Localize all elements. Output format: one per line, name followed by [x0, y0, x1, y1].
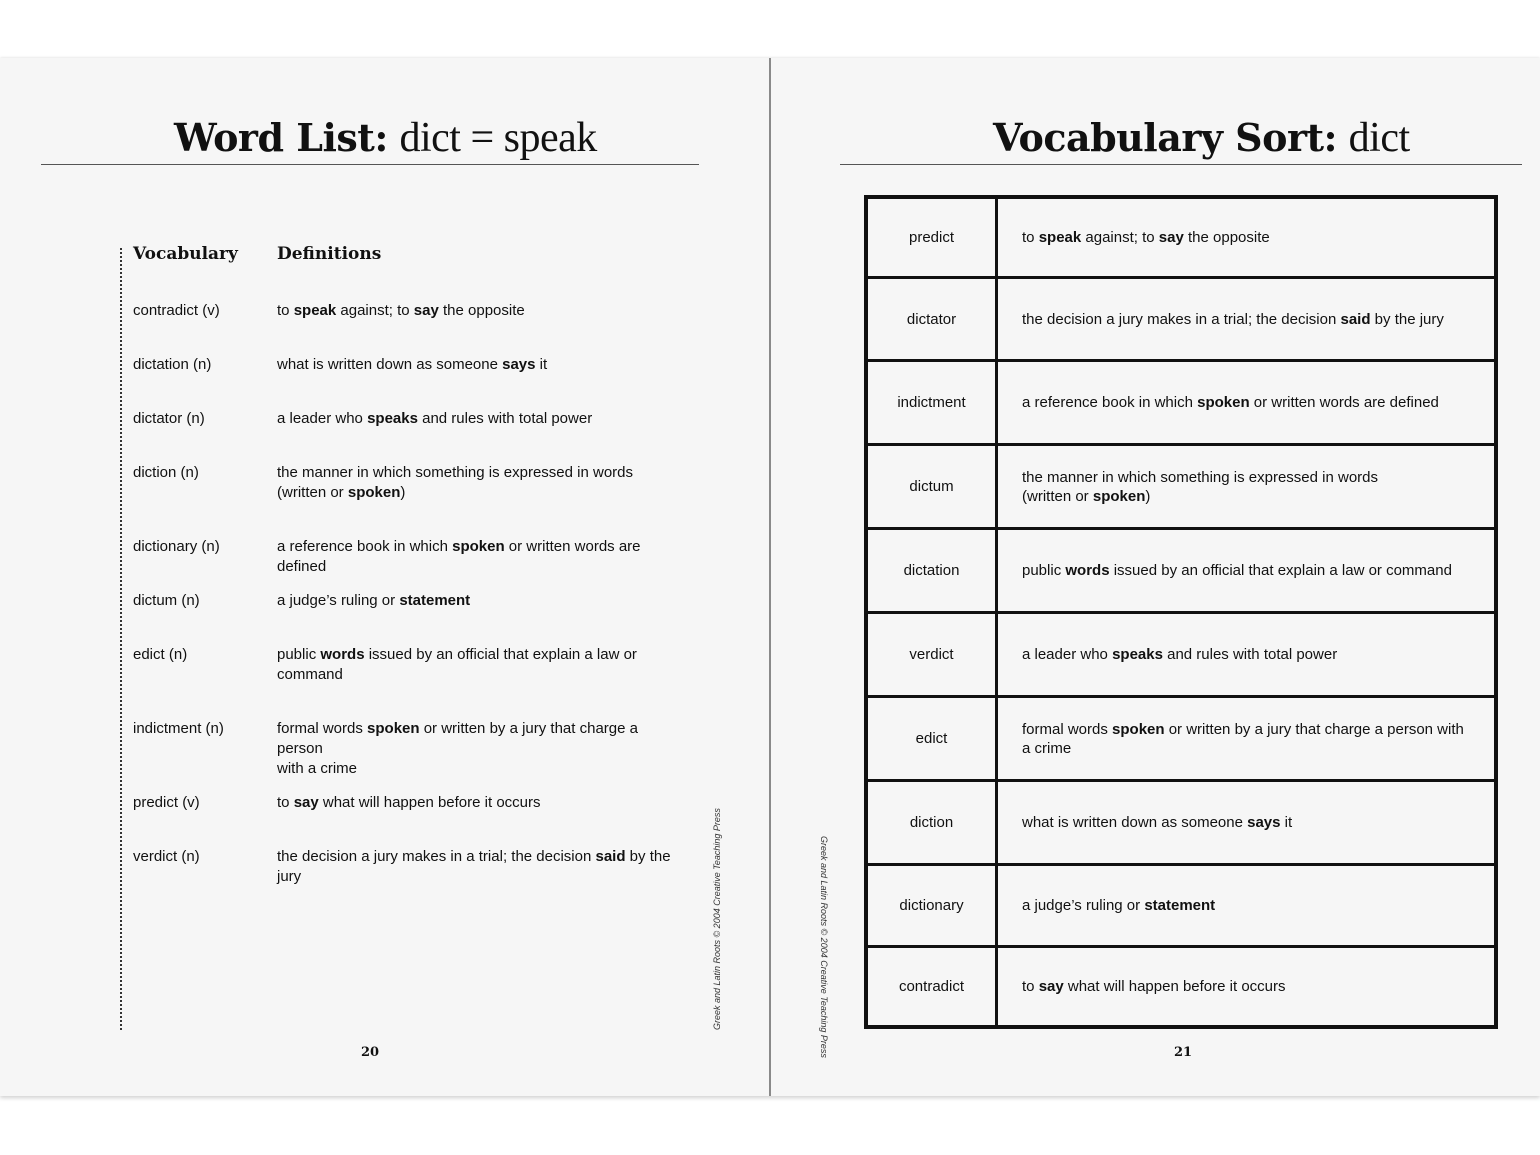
vocabulary-word: dictum	[909, 478, 954, 495]
right-page	[771, 58, 1540, 1096]
vocabulary-word: indictment	[897, 394, 966, 411]
vocabulary-word: edict	[915, 730, 948, 747]
sort-word-cell	[868, 866, 998, 945]
title-bold: Vocabulary Sort:	[993, 115, 1338, 160]
vocabulary-word: contradict	[898, 978, 965, 995]
vocabulary-word: diction	[909, 814, 954, 831]
book-spread	[0, 58, 1540, 1096]
definition: the decision a jury makes in a trial; the decision said by the jury	[277, 848, 671, 885]
emphasized-word: said	[1340, 310, 1371, 328]
vocabulary-header: Vocabulary	[133, 244, 238, 264]
definition: a leader who speaks and rules with total power	[1022, 646, 1338, 663]
sort-definition-cell	[998, 698, 1494, 779]
definition: formal words spoken or written by a jury that charge a person with a crime	[277, 720, 638, 777]
vocabulary-word: dictator	[906, 310, 957, 328]
emphasized-word: spoken	[367, 720, 420, 737]
sort-table-row	[868, 782, 1494, 866]
definition: a reference book in which spoken or written words are defined	[1022, 394, 1439, 411]
vocabulary-word: indictment (n)	[133, 720, 224, 737]
vocabulary-word: dictum (n)	[133, 592, 200, 609]
definition: the decision a jury makes in a trial; the decision said by the jury	[1022, 310, 1444, 328]
page-number: 20	[361, 1045, 380, 1060]
sort-word-cell	[868, 948, 998, 1025]
sort-table-row	[868, 698, 1494, 782]
emphasized-word: says	[1247, 814, 1281, 831]
definition: to speak against; to say the opposite	[277, 302, 525, 319]
sort-word-cell	[868, 782, 998, 863]
sort-word-cell	[868, 362, 998, 443]
emphasized-word: say	[1158, 229, 1184, 246]
sort-word-cell	[868, 279, 998, 359]
page-title	[993, 114, 1410, 162]
vocabulary-word: dictionary (n)	[133, 538, 220, 555]
sort-definition-cell	[998, 948, 1494, 1025]
sort-definition-cell	[998, 782, 1494, 863]
definition: to speak against; to say the opposite	[1022, 229, 1270, 246]
emphasized-word: speaks	[367, 410, 418, 427]
sort-word-cell	[868, 530, 998, 611]
copyright-credit: Greek and Latin Roots © 2004 Creative Teaching Press	[712, 808, 722, 1030]
emphasized-word: words	[320, 646, 365, 663]
definition: what is written down as someone says it	[277, 356, 548, 373]
dotted-margin-line	[120, 248, 122, 1030]
definition: a judge’s ruling or statement	[277, 592, 471, 609]
emphasized-word: speak	[293, 302, 337, 319]
emphasized-word: said	[595, 848, 626, 865]
vocabulary-word: edict (n)	[133, 646, 188, 663]
sort-definition-cell	[998, 279, 1494, 359]
sort-definition-cell	[998, 199, 1494, 276]
vocabulary-word: dictation (n)	[133, 356, 212, 373]
vocabulary-word: dictator (n)	[133, 410, 205, 427]
definition: public words issued by an official that explain a law or command	[277, 646, 637, 683]
emphasized-word: say	[1038, 978, 1064, 995]
vocabulary-word: verdict	[909, 646, 954, 663]
definition: what is written down as someone says it	[1022, 814, 1293, 831]
vocabulary-word: dictionary	[899, 897, 964, 914]
emphasized-word: speak	[1038, 229, 1082, 246]
page-number: 21	[1174, 1045, 1193, 1060]
vocabulary-word: dictation	[903, 562, 960, 579]
definition: to say what will happen before it occurs	[1022, 978, 1286, 995]
sort-table-row	[868, 866, 1494, 948]
sort-table-row	[868, 362, 1494, 446]
definition: a leader who speaks and rules with total power	[277, 410, 593, 427]
emphasized-word: say	[293, 794, 319, 811]
definitions-header: Definitions	[277, 244, 382, 264]
sort-table-row	[868, 279, 1494, 362]
sort-word-cell	[868, 446, 998, 527]
definition: formal words spoken or written by a jury that charge a person with a crime	[1022, 720, 1464, 757]
sort-definition-cell	[998, 614, 1494, 695]
sort-table-row	[868, 199, 1494, 279]
vocabulary-word: diction (n)	[133, 464, 199, 481]
sort-word-cell	[868, 698, 998, 779]
emphasized-word: says	[502, 356, 536, 373]
sort-table-row	[868, 530, 1494, 614]
definition: to say what will happen before it occurs	[277, 794, 541, 811]
definition: the manner in which something is expressed in words (written or spoken)	[1022, 468, 1379, 505]
copyright-credit: Greek and Latin Roots © 2004 Creative Teaching Press	[819, 836, 829, 1058]
sort-table-row	[868, 614, 1494, 698]
emphasized-word: words	[1065, 562, 1110, 579]
emphasized-word: spoken	[1092, 487, 1146, 505]
emphasized-word: spoken	[1197, 394, 1250, 411]
vocabulary-word: contradict (v)	[133, 302, 220, 319]
vocabulary-word: verdict (n)	[133, 848, 200, 865]
title-rest: dict = speak	[399, 115, 597, 161]
title-rule	[840, 164, 1522, 165]
sort-definition-cell	[998, 866, 1494, 945]
title-rest: dict	[1348, 115, 1410, 161]
sort-definition-cell	[998, 446, 1494, 527]
emphasized-word: spoken	[1112, 720, 1165, 738]
vocabulary-word: predict (v)	[133, 794, 200, 811]
sort-table-row	[868, 948, 1494, 1025]
definition: a judge’s ruling or statement	[1022, 897, 1216, 914]
page-title	[174, 114, 597, 162]
sort-definition-cell	[998, 362, 1494, 443]
emphasized-word: speaks	[1112, 646, 1163, 663]
emphasized-word: spoken	[347, 484, 401, 501]
title-bold: Word List:	[174, 115, 388, 160]
sort-table-row	[868, 446, 1494, 530]
emphasized-word: statement	[399, 592, 471, 609]
emphasized-word: say	[413, 302, 439, 319]
definition: the manner in which something is expressed in words (written or spoken)	[277, 464, 634, 501]
definition: public words issued by an official that explain a law or command	[1022, 562, 1452, 579]
sort-word-cell	[868, 199, 998, 276]
sort-word-cell	[868, 614, 998, 695]
emphasized-word: statement	[1144, 897, 1216, 914]
vocabulary-word: predict	[908, 229, 955, 246]
sort-definition-cell	[998, 530, 1494, 611]
title-rule	[41, 164, 699, 165]
emphasized-word: spoken	[452, 538, 505, 555]
vocabulary-sort-table	[864, 195, 1498, 1029]
left-page	[0, 58, 769, 1096]
definition: a reference book in which spoken or written words are defined	[277, 538, 641, 575]
